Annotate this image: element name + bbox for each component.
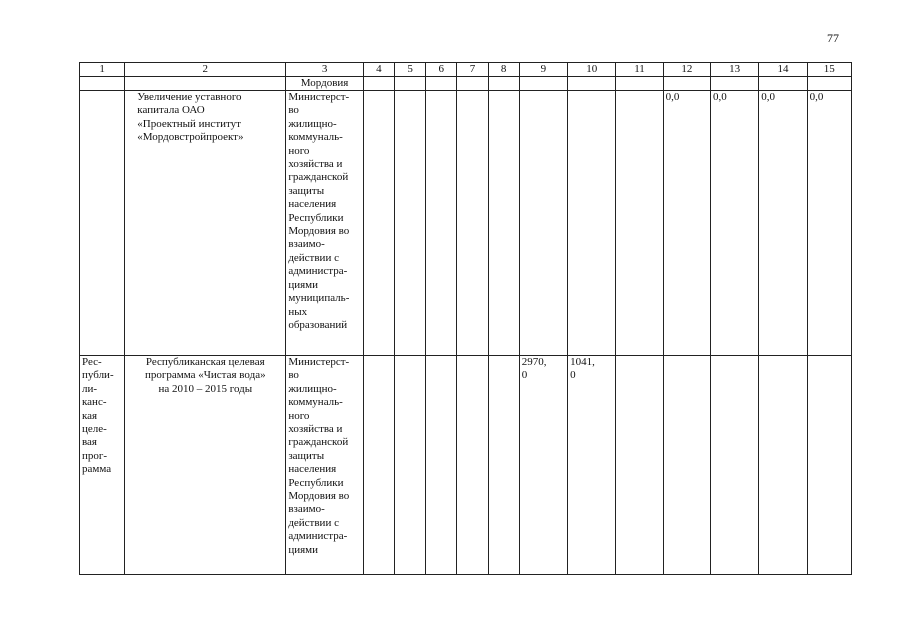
table-cell [426,77,457,91]
measure-name-cell: Увеличение уставного капитала ОАО «Проектный институт «Мордовстройпроект» [125,91,286,356]
header-cell: 13 [710,63,758,77]
continuation-row [80,77,852,91]
measure-name-cell: Республиканская целевая программа «Чистая вода» на 2010 – 2015 годы [125,356,286,575]
program-type-cell [80,91,125,356]
header-cell: 6 [426,63,457,77]
table-cell [125,77,286,91]
table-cell [519,77,567,91]
table-cell [395,356,426,575]
table-cell [488,356,519,575]
value-cell [616,91,663,356]
table-cell [363,77,394,91]
table-cell [457,91,488,356]
table-cell [457,77,488,91]
value-cell: 0,0 [710,91,758,356]
value-cell [616,356,663,575]
table-cell [395,91,426,356]
header-cell: 14 [759,63,807,77]
value-cell [710,356,758,575]
header-cell: 9 [519,63,567,77]
table-cell [616,77,663,91]
table-cell [568,77,616,91]
header-cell: 11 [616,63,663,77]
header-cell: 7 [457,63,488,77]
header-row [80,63,852,77]
table-cell [759,77,807,91]
value-cell: 1041, 0 [568,356,616,575]
budget-table [79,62,852,575]
header-cell: 5 [395,63,426,77]
table-cell [363,356,394,575]
table-cell [710,77,758,91]
program-type-cell: Рес- публи- ли- канс- кая целе- вая прог- рамма [80,356,125,575]
table-cell [488,91,519,356]
header-cell: 15 [807,63,851,77]
value-cell [663,356,710,575]
header-cell: 8 [488,63,519,77]
table-cell [395,77,426,91]
executor-cell: Министерст- во жилищно- коммуналь- ного хозяйства и гражданской защиты населения Республики Мордовия во взаимо- действии с администра- циями [286,356,364,575]
header-cell: 2 [125,63,286,77]
table-cell [363,91,394,356]
header-cell: 12 [663,63,710,77]
page-number: 77 [827,31,839,45]
value-cell [568,91,616,356]
table-cell [426,91,457,356]
table-cell [426,356,457,575]
table-cell [488,77,519,91]
table-cell [457,356,488,575]
header-cell: 4 [363,63,394,77]
value-cell [759,356,807,575]
table-row [80,91,852,356]
table-cell [80,77,125,91]
value-cell: 2970, 0 [519,356,567,575]
value-cell: 0,0 [807,91,851,356]
table-cell [663,77,710,91]
table-row [80,356,852,575]
header-cell: 3 [286,63,364,77]
executor-cell: Мордовия [286,77,364,91]
value-cell [807,356,851,575]
value-cell: 0,0 [663,91,710,356]
value-cell [519,91,567,356]
table-cell [807,77,851,91]
header-cell: 10 [568,63,616,77]
header-cell: 1 [80,63,125,77]
executor-cell: Министерст- во жилищно- коммуналь- ного хозяйства и гражданской защиты населения Республики Мордовия во взаимо- действии с администра- циями муниципаль- ных образований [286,91,364,356]
value-cell: 0,0 [759,91,807,356]
